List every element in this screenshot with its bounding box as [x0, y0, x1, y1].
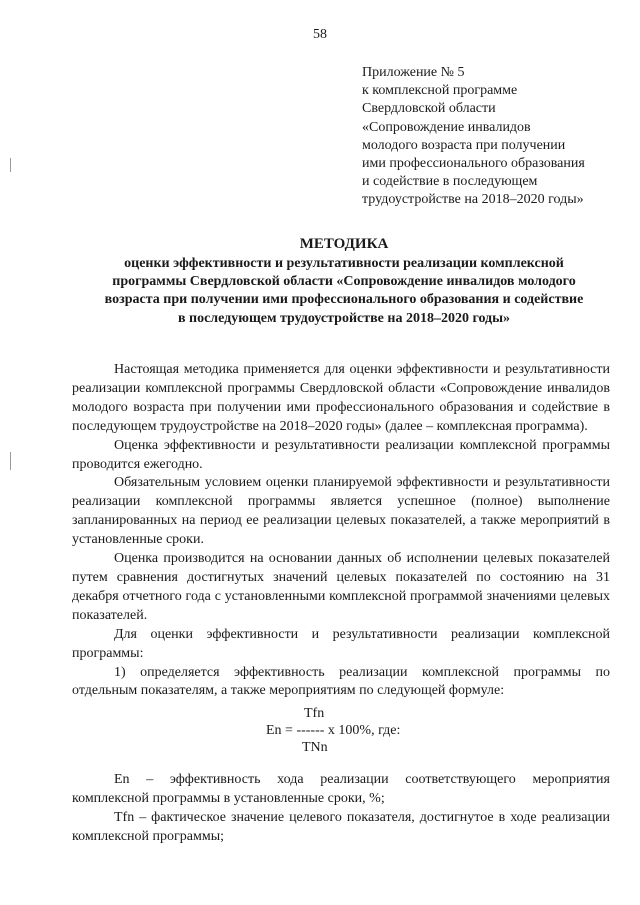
appendix-line: и содействие в последующем	[362, 174, 538, 190]
title-main: МЕТОДИКА	[299, 236, 389, 252]
definition: Tfn – фактическое значение целевого показателя, достигнутое в ходе реализации комплексной программы;	[72, 809, 610, 844]
formula-equation: En = ------ x 100%, где:	[266, 723, 401, 738]
paragraph: Оценка эффективности и результативности реализации комплексной программы проводится ежегодно.	[72, 437, 610, 472]
paragraph: 1) определяется эффективность реализации комплексной программы по отдельным показателям, а также мероприятиям по следующей формуле:	[72, 664, 610, 699]
appendix-line: молодого возраста при получении	[362, 137, 566, 153]
body-text	[72, 361, 610, 701]
title-subtitle-line: оценки эффективности и результативности реализации комплексной	[124, 256, 564, 271]
page-number: 58	[313, 27, 327, 42]
scan-artifact	[10, 158, 11, 172]
definition: En – эффективность хода реализации соответствующего мероприятия комплексной программы в установленные сроки, %;	[72, 772, 610, 806]
appendix-header	[362, 64, 624, 210]
title-subtitle-line: в последующем трудоустройстве на 2018–2020 годы»	[177, 310, 511, 326]
scan-artifact	[10, 452, 11, 470]
title-subtitle-line: возраста при получении ими профессионального образования и содействие	[104, 292, 584, 308]
formula-numerator: Tfn	[304, 706, 325, 721]
formula-definitions	[72, 771, 610, 847]
appendix-line: Приложение № 5	[362, 65, 465, 80]
title-subtitle	[70, 255, 618, 328]
paragraph: Обязательным условием оценки планируемой эффективности и результативности реализации комплексной программы является успешное (полное) выполнение запланированных на период ее реализации целевых показателей, а также мероприятий в установленные сроки.	[72, 475, 610, 548]
appendix-line: ими профессионального образования	[362, 156, 585, 172]
appendix-line: «Сопровождение инвалидов	[362, 119, 531, 135]
paragraph: Настоящая методика применяется для оценки эффективности и результативности реализации комплексной программы Свердловской области «Сопровождение инвалидов молодого возраста при получении ими профессионального образования и содействие в последующем трудоустройстве на 2018–2020 годы» (далее – комплексная программа).	[72, 362, 610, 434]
document-title	[70, 234, 618, 328]
appendix-line: к комплексной программе	[362, 83, 518, 99]
appendix-line: трудоустройстве на 2018–2020 годы»	[362, 192, 584, 208]
paragraph: Оценка производится на основании данных об исполнении целевых показателей путем сравнения достигнутых значений целевых показателей по состоянию на 31 декабря отчетного года с установленными комплексной программой значениями целевых показателей.	[72, 551, 610, 623]
paragraph: Для оценки эффективности и результативности реализации комплексной программы:	[72, 626, 610, 661]
title-subtitle-line: программы Свердловской области «Сопровождение инвалидов молодого	[112, 274, 576, 290]
formula-denominator: TNn	[302, 740, 328, 755]
appendix-line: Свердловской области	[362, 101, 496, 117]
